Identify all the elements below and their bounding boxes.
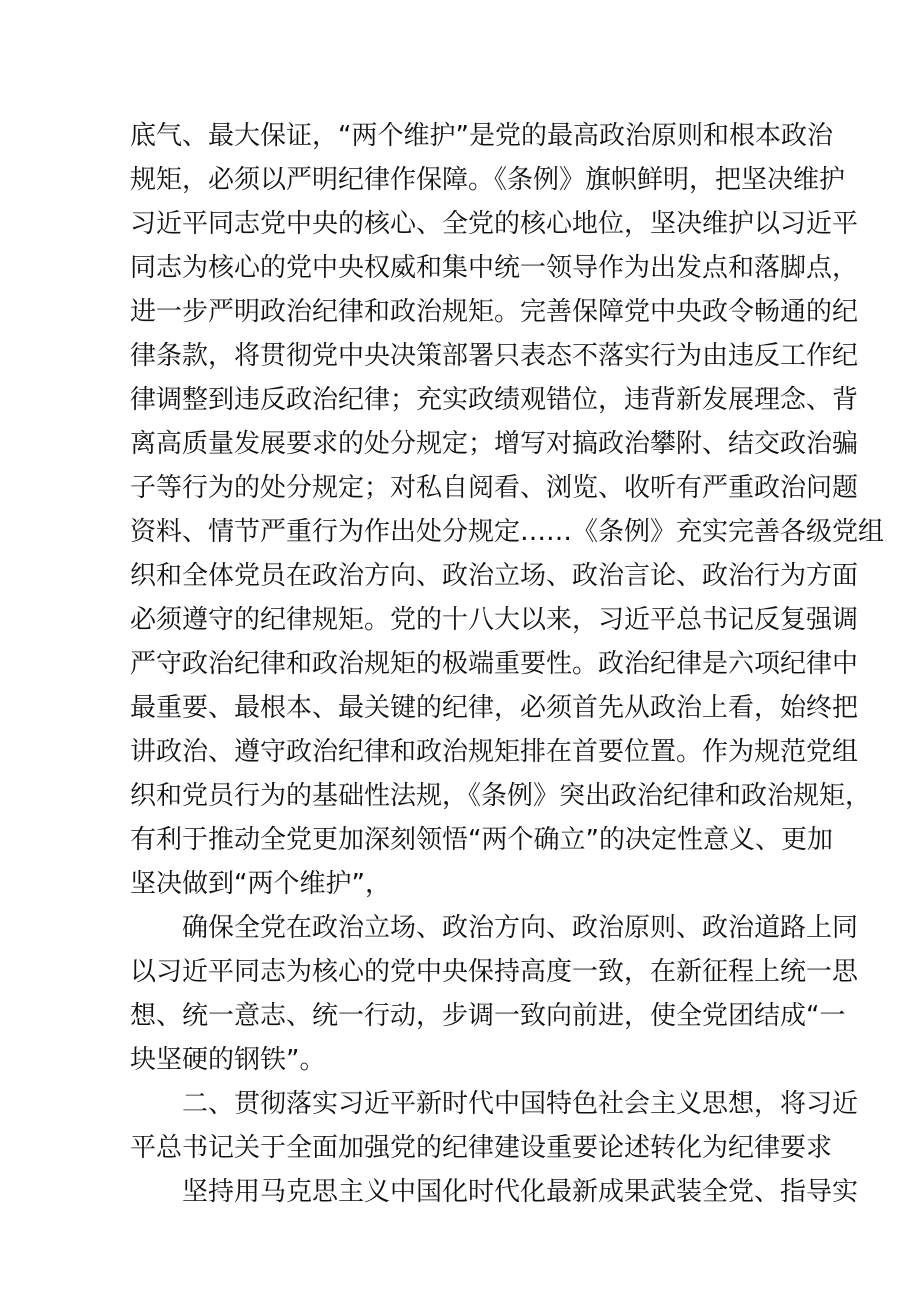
paragraph-1-line-11: 织和全体党员在政治方向、政治立场、政治言论、政治行为方面 (130, 561, 859, 591)
paragraph-1-line-18: 坚决做到“两个维护”， (130, 869, 391, 899)
section-heading-line-2: 平总书记关于全面加强党的纪律建设重要论述转化为纪律要求 (130, 1133, 833, 1163)
paragraph-1-line-1: 底气、最大保证，“两个维护”是党的最高政治原则和根本政治 (130, 121, 833, 151)
paragraph-1-line-3: 习近平同志党中央的核心、全党的核心地位，坚决维护以习近平 (130, 209, 859, 239)
paragraph-1-line-5: 进一步严明政治纪律和政治规矩。完善保障党中央政令畅通的纪 (130, 297, 859, 327)
paragraph-1-line-14: 最重要、最根本、最关键的纪律，必须首先从政治上看，始终把 (130, 693, 859, 723)
paragraph-1-line-15: 讲政治、遵守政治纪律和政治规矩排在首要位置。作为规范党组 (130, 737, 859, 767)
paragraph-1-line-7: 律调整到违反政治纪律；充实政绩观错位，违背新发展理念、背 (130, 385, 859, 415)
paragraph-2-line-1: 确保全党在政治立场、政治方向、政治原则、政治道路上同 (182, 913, 859, 943)
section-heading-line-1: 二、贯彻落实习近平新时代中国特色社会主义思想，将习近 (182, 1089, 859, 1119)
paragraph-1-line-2: 规矩，必须以严明纪律作保障。《条例》旗帜鲜明，把坚决维护 (130, 165, 846, 195)
paragraph-1-line-4: 同志为核心的党中央权威和集中统一领导作为出发点和落脚点， (130, 253, 859, 283)
paragraph-2-line-3: 想、统一意志、统一行动，步调一致向前进，使全党团结成“一 (130, 1001, 846, 1031)
paragraph-1-line-6: 律条款，将贯彻党中央决策部署只表态不落实行为由违反工作纪 (130, 341, 859, 371)
paragraph-2-line-4: 块坚硬的钢铁”。 (130, 1045, 326, 1075)
paragraph-1-line-12: 必须遵守的纪律规矩。党的十八大以来，习近平总书记反复强调 (130, 605, 859, 635)
paragraph-1-line-9: 子等行为的处分规定；对私自阅看、浏览、收听有严重政治问题 (130, 473, 859, 503)
paragraph-1-line-10: 资料、情节严重行为作出处分规定……《条例》充实完善各级党组 (130, 517, 885, 547)
paragraph-1-line-13: 严守政治纪律和政治规矩的极端重要性。政治纪律是六项纪律中 (130, 649, 859, 679)
paragraph-1-line-17: 有利于推动全党更加深刻领悟“两个确立”的决定性意义、更加 (130, 825, 833, 855)
paragraph-2-line-2: 以习近平同志为核心的党中央保持高度一致，在新征程上统一思 (130, 957, 859, 987)
paragraph-4-line-1: 坚持用马克思主义中国化时代化最新成果武装全党、指导实 (182, 1177, 859, 1207)
paragraph-1-line-16: 织和党员行为的基础性法规，《条例》突出政治纪律和政治规矩， (130, 781, 872, 811)
paragraph-1-line-8: 离高质量发展要求的处分规定；增写对搞政治攀附、结交政治骗 (130, 429, 859, 459)
